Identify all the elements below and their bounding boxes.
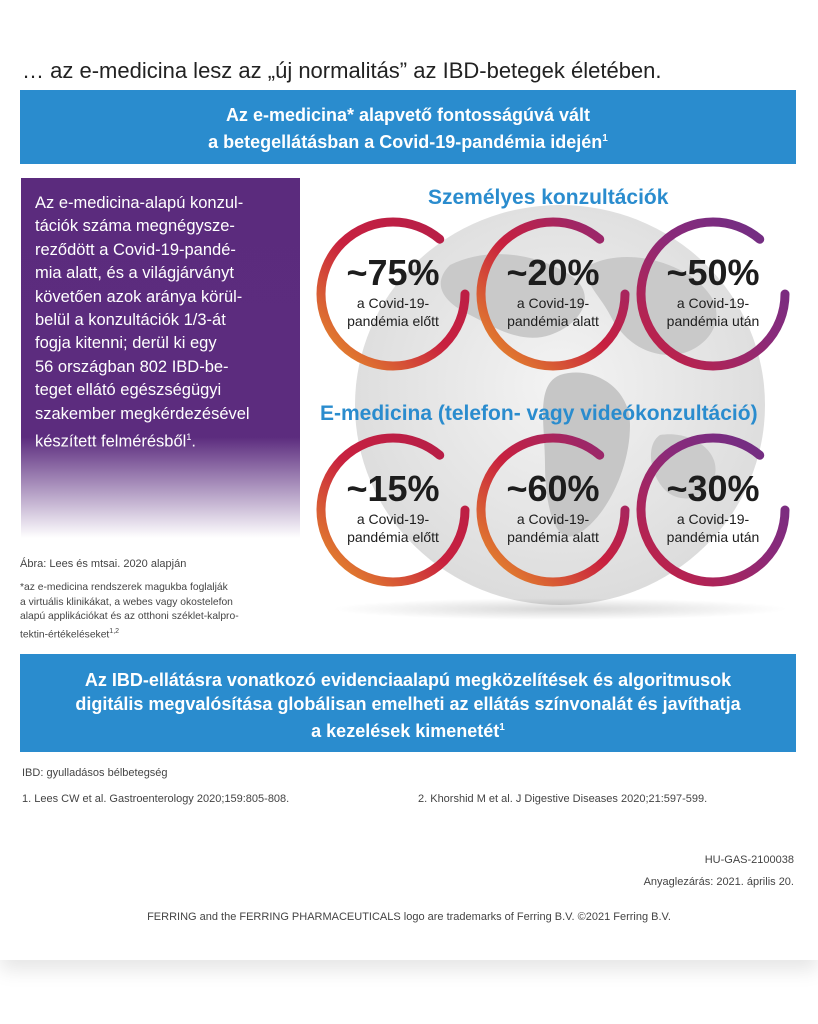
section-title-emedicine: E-medicina (telefon- vagy videókonzultáció)	[320, 402, 758, 425]
top-banner-sup: 1	[602, 133, 608, 144]
top-banner-line1: Az e-medicina* alapvető fontosságúvá vált	[225, 105, 591, 125]
footnote-line: tektin-értékeléseket$^{1,2}$	[20, 627, 120, 641]
stat-label: pandémia előtt	[347, 529, 439, 545]
figure-source: Ábra: Lees és mtsai. 2020 alapján	[20, 558, 187, 570]
stat-label: a Covid-19-	[676, 295, 750, 311]
summary-sup: 1	[186, 432, 192, 443]
stat-label: a Covid-19-	[356, 511, 430, 527]
stat-value: ~20%	[506, 252, 600, 293]
top-banner	[20, 90, 796, 164]
stat-circle-personal-during	[473, 214, 633, 374]
stat-label: a Covid-19-	[516, 511, 590, 527]
summary-line: fogja kitenni; derül ki egy	[35, 334, 217, 353]
summary-line: reződött a Covid-19-pandé-	[35, 240, 236, 259]
stat-value: ~60%	[506, 468, 600, 509]
summary-line: belül a konzultációk 1/3-át	[35, 311, 226, 330]
stat-label: pandémia után	[666, 313, 760, 329]
footnote-sup: 1,2	[109, 627, 120, 635]
stat-circle-personal-after	[633, 214, 793, 374]
trademark-notice: FERRING and the FERRING PHARMACEUTICALS logo are trademarks of Ferring B.V. ©2021 Ferring B.V.	[147, 911, 671, 923]
reference-2: 2. Khorshid M et al. J Digestive Diseases 2020;21:597-599.	[418, 793, 708, 805]
bottom-banner-sup: 1	[499, 722, 505, 733]
stat-label: a Covid-19-	[676, 511, 750, 527]
summary-line: 56 országban 802 IBD-be-	[35, 357, 229, 376]
stat-label: pandémia alatt	[507, 313, 599, 329]
summary-line: Az e-medicina-alapú konzul-	[35, 194, 244, 212]
bottom-banner-line3: a kezelések kimenetét$^1$	[311, 721, 505, 741]
document-code: HU-GAS-2100038	[704, 854, 794, 866]
headline: … az e-medicina lesz az „új normalitás” az IBD-betegek életében.	[22, 58, 662, 83]
summary-line: szakember megkérdezésével	[35, 404, 250, 423]
stat-value: ~30%	[666, 468, 760, 509]
purple-summary-text	[35, 192, 287, 454]
circles-shadow	[330, 598, 790, 620]
footnote	[20, 581, 239, 643]
section-title-personal: Személyes konzultációk	[428, 186, 669, 209]
footnote-line: *az e-medicina rendszerek magukba foglalják	[20, 582, 228, 593]
bottom-banner-line1: Az IBD-ellátásra vonatkozó evidenciaalapú megközelítések és algoritmusok	[84, 670, 732, 690]
stat-circle-emedicine-after	[633, 430, 793, 590]
bottom-banner	[20, 654, 796, 752]
summary-line: készített felmérésből$^1$.	[35, 432, 196, 451]
stat-value: ~50%	[666, 252, 760, 293]
footnote-line: a virtuális klinikákat, a webes vagy okostelefon	[20, 596, 233, 608]
reference-1: 1. Lees CW et al. Gastroenterology 2020;159:805-808.	[22, 793, 290, 805]
stat-label: a Covid-19-	[516, 295, 590, 311]
top-banner-line2: a betegellátásban a Covid-19-pandémia idején$^1$	[208, 132, 608, 152]
footnote-line: alapú applikációkat és az otthoni széklet-kalpro-	[20, 611, 239, 623]
stat-value: ~15%	[346, 468, 440, 509]
stat-circle-emedicine-before	[313, 430, 473, 590]
summary-line: mia alatt, és a világjárványt	[35, 264, 235, 283]
stat-label: pandémia előtt	[347, 313, 439, 329]
bottom-banner-line2: digitális megvalósítása globálisan emelheti az ellátás színvonalát és javíthatja	[75, 694, 741, 714]
stat-label: a Covid-19-	[356, 295, 430, 311]
stat-value: ~75%	[346, 252, 440, 293]
stat-circle-personal-before	[313, 214, 473, 374]
closing-date: Anyaglezárás: 2021. április 20.	[643, 876, 794, 888]
summary-line: követően azok aránya körül-	[35, 287, 243, 306]
abbreviation-note: IBD: gyulladásos bélbetegség	[22, 767, 168, 779]
stat-label: pandémia után	[666, 529, 760, 545]
summary-line: teget ellátó egészségügyi	[35, 381, 222, 400]
summary-line: tációk száma megnégysze-	[35, 217, 235, 236]
stat-circle-emedicine-during	[473, 430, 633, 590]
stat-label: pandémia alatt	[507, 529, 599, 545]
